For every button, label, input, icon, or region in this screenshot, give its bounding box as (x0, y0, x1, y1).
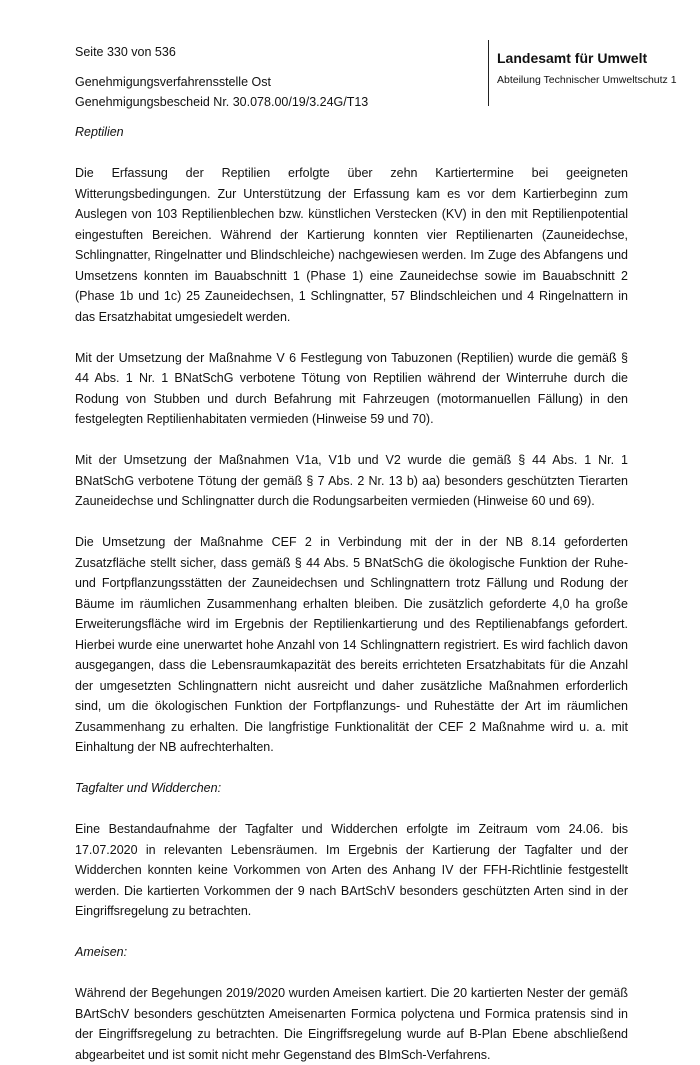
paragraph: Während der Begehungen 2019/2020 wurden Ameisen kartiert. Die 20 kartierten Nester der gemäß BArtSchV besonders geschützten Ameisenarten Formica polyctena und Formica pratensis sind in der Eingriffsregelung zu betrachten. Die Eingriffsregelung wurde auf B-Plan Ebene abschließend abgearbeitet und ist somit nicht mehr Gegenstand des BImSch-Verfahrens. (75, 986, 628, 1062)
page-number: Seite 330 von 536 (75, 45, 176, 59)
agency-name: Landesamt für Umwelt (497, 50, 648, 66)
section-heading-reptiles: Reptilien (75, 125, 124, 139)
section-heading-butterflies: Tagfalter und Widderchen: (75, 781, 222, 795)
document-body (75, 122, 628, 1065)
paragraph: Die Umsetzung der Maßnahme CEF 2 in Verbindung mit der in der NB 8.14 geforderten Zusatzfläche stellt sicher, dass gemäß § 44 Abs. 5 BNatSchG die ökologische Funktion der Ruhe- und Fortpflanzungsstätten der Zauneidechsen und Schlingnattern trotz Fällung und Rodung der Bäume im räumlichen Zusammenhang erhalten bleiben. Die zusätzlich geforderte 4,0 ha große Erweiterungsfläche wird im Ergebnis der Reptilienkartierung und des Reptilienabfangs gefordert. Hierbei wurde eine unerwartet hohe Anzahl von 14 Schlingnattern registriert. Es wird fachlich davon ausgegangen, dass die Lebensraumkapazität des bereits errichteten Ersatzhabitats für die Anzahl der umgesetzten Schlingnattern nicht ausreicht und daher zusätzliche Maßnahmen erforderlich sind, um die ökologischen Funktion der Fortpflanzungs- und Ruhestätte der Art im räumlichen Zusammenhang zu erhalten. Die langfristige Funktionalität der CEF 2 Maßnahme wird u. a. mit Einhaltung der NB aufrechterhalten. (75, 535, 628, 754)
page-header (75, 42, 368, 112)
paragraph: Eine Bestandaufnahme der Tagfalter und Widderchen erfolgte im Zeitraum vom 24.06. bis 17.07.2020 in relevanten Lebensräumen. Im Ergebnis der Kartierung der Tagfalter und der Widderchen konnten keine Vorkommen von Arten des Anhang IV der FFH-Richtlinie festgestellt werden. Die kartierten Vorkommen der 9 nach BArtSchV besonders geschützten Arten sind in der Eingriffsregelung zu betrachten. (75, 822, 628, 918)
authority-name: Genehmigungsverfahrensstelle Ost (75, 75, 271, 89)
paragraph: Mit der Umsetzung der Maßnahmen V1a, V1b und V2 wurde die gemäß § 44 Abs. 1 Nr. 1 BNatSchG verbotene Tötung der gemäß § 7 Abs. 2 Nr. 13 b) aa) besonders geschützten Tierarten Zauneidechse und Schlingnatter durch die Rodungsarbeiten vermieden (Hinweise 60 und 69). (75, 453, 628, 508)
decision-number: Genehmigungsbescheid Nr. 30.078.00/19/3.24G/T13 (75, 95, 369, 109)
paragraph: Die Erfassung der Reptilien erfolgte über zehn Kartiertermine bei geeigneten Witterungsbedingungen. Zur Unterstützung der Erfassung kam es vor dem Kartierbeginn zum Auslegen von 103 Reptilienblechen bzw. künstlichen Verstecken (KV) in den mit Reptilienpotential eingestuften Bereichen. Während der Kartierung konnten vier Reptilienarten (Zauneidechse, Schlingnatter, Ringelnatter und Blindschleiche) nachgewiesen werden. Im Zuge des Abfangens und Umsetzens konnten im Bauabschnitt 1 (Phase 1) eine Zauneidechse sowie im Bauabschnitt 2 (Phase 1b und 1c) 25 Zauneidechsen, 1 Schlingnatter, 57 Blindschleichen und 4 Ringelnattern in das Ersatzhabitat umgesiedelt werden. (75, 166, 628, 324)
department-name: Abteilung Technischer Umweltschutz 1 (497, 74, 677, 86)
agency-block (488, 40, 677, 106)
section-heading-ants: Ameisen: (75, 945, 128, 959)
paragraph: Mit der Umsetzung der Maßnahme V 6 Festlegung von Tabuzonen (Reptilien) wurde die gemäß § 44 Abs. 1 Nr. 1 BNatSchG verbotene Tötung von Reptilien während der Winterruhe durch die Rodung von Stubben und durch Befahrung mit Fahrzeugen (motormanuellen Fällung) in den festgelegten Reptilienhabitaten vermieden (Hinweise 59 und 70). (75, 350, 628, 426)
